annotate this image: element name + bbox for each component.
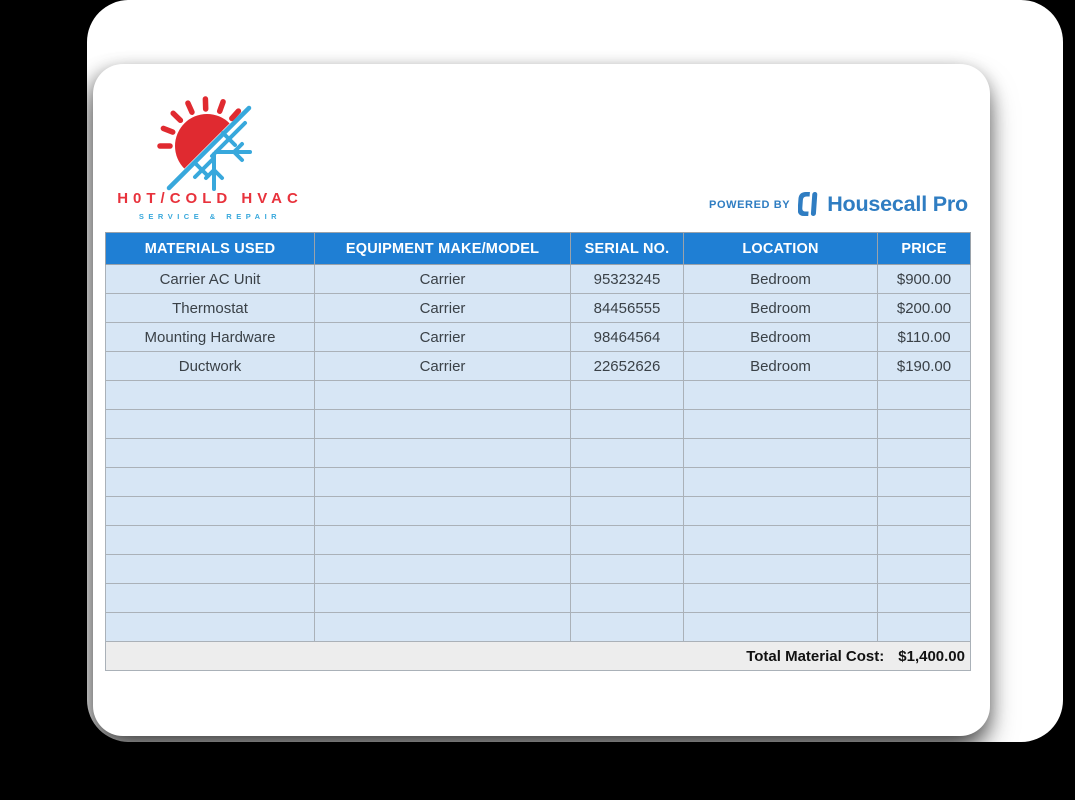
table-row bbox=[106, 352, 971, 381]
materials-table-wrap bbox=[105, 232, 970, 671]
table-cell: 84456555 bbox=[571, 294, 684, 323]
empty-cell bbox=[684, 410, 878, 439]
empty-cell bbox=[571, 555, 684, 584]
empty-cell bbox=[684, 613, 878, 642]
table-row bbox=[106, 323, 971, 352]
empty-cell bbox=[684, 468, 878, 497]
empty-cell bbox=[684, 584, 878, 613]
empty-cell bbox=[684, 526, 878, 555]
table-cell: Carrier AC Unit bbox=[106, 265, 315, 294]
empty-cell bbox=[878, 497, 971, 526]
empty-row bbox=[106, 381, 971, 410]
empty-row bbox=[106, 468, 971, 497]
column-header: EQUIPMENT MAKE/MODEL bbox=[315, 233, 571, 265]
empty-cell bbox=[106, 613, 315, 642]
empty-cell bbox=[878, 613, 971, 642]
table-cell: 98464564 bbox=[571, 323, 684, 352]
empty-cell bbox=[315, 555, 571, 584]
empty-cell bbox=[106, 439, 315, 468]
empty-cell bbox=[315, 410, 571, 439]
empty-cell bbox=[315, 439, 571, 468]
empty-cell bbox=[315, 381, 571, 410]
empty-cell bbox=[878, 584, 971, 613]
empty-cell bbox=[878, 410, 971, 439]
table-cell: Thermostat bbox=[106, 294, 315, 323]
housecallpro-icon bbox=[798, 191, 819, 217]
powered-by-label: POWERED BY bbox=[709, 199, 791, 211]
empty-cell bbox=[571, 410, 684, 439]
document-card bbox=[93, 64, 990, 736]
empty-cell bbox=[878, 526, 971, 555]
logo-title: H0T/COLD HVAC bbox=[117, 190, 303, 207]
column-header: PRICE bbox=[878, 233, 971, 265]
table-cell: $110.00 bbox=[878, 323, 971, 352]
empty-row bbox=[106, 439, 971, 468]
table-cell: Carrier bbox=[315, 265, 571, 294]
table-header-row bbox=[106, 233, 971, 265]
empty-cell bbox=[106, 410, 315, 439]
table-cell: $200.00 bbox=[878, 294, 971, 323]
table-cell: $900.00 bbox=[878, 265, 971, 294]
table-cell: Bedroom bbox=[684, 294, 878, 323]
table-cell: $190.00 bbox=[878, 352, 971, 381]
empty-cell bbox=[571, 526, 684, 555]
materials-table bbox=[105, 232, 971, 671]
empty-cell bbox=[315, 468, 571, 497]
empty-cell bbox=[878, 555, 971, 584]
table-row bbox=[106, 265, 971, 294]
table-cell: Bedroom bbox=[684, 352, 878, 381]
table-cell: Bedroom bbox=[684, 323, 878, 352]
empty-cell bbox=[571, 584, 684, 613]
table-cell: 22652626 bbox=[571, 352, 684, 381]
empty-cell bbox=[106, 555, 315, 584]
table-cell: Carrier bbox=[315, 294, 571, 323]
empty-cell bbox=[571, 381, 684, 410]
empty-cell bbox=[684, 497, 878, 526]
empty-row bbox=[106, 410, 971, 439]
empty-cell bbox=[684, 439, 878, 468]
column-header: SERIAL NO. bbox=[571, 233, 684, 265]
empty-cell bbox=[571, 613, 684, 642]
empty-cell bbox=[571, 497, 684, 526]
empty-cell bbox=[106, 381, 315, 410]
column-header: MATERIALS USED bbox=[106, 233, 315, 265]
table-row bbox=[106, 294, 971, 323]
empty-row bbox=[106, 555, 971, 584]
housecallpro-wordmark[interactable]: Housecall Pro bbox=[827, 191, 968, 216]
empty-cell bbox=[315, 497, 571, 526]
empty-cell bbox=[315, 526, 571, 555]
table-cell: Mounting Hardware bbox=[106, 323, 315, 352]
total-row bbox=[106, 642, 971, 671]
total-value: $1,400.00 bbox=[898, 647, 965, 665]
empty-cell bbox=[571, 468, 684, 497]
logo-subtitle: SERVICE & REPAIR bbox=[138, 212, 282, 221]
empty-row bbox=[106, 497, 971, 526]
table-cell: Carrier bbox=[315, 352, 571, 381]
empty-cell bbox=[106, 584, 315, 613]
powered-by-group bbox=[709, 188, 968, 220]
table-cell: Carrier bbox=[315, 323, 571, 352]
table-cell: Ductwork bbox=[106, 352, 315, 381]
column-header: LOCATION bbox=[684, 233, 878, 265]
empty-row bbox=[106, 526, 971, 555]
empty-cell bbox=[106, 497, 315, 526]
total-label: Total Material Cost: bbox=[746, 647, 885, 665]
empty-cell bbox=[315, 584, 571, 613]
empty-cell bbox=[684, 381, 878, 410]
table-cell: Bedroom bbox=[684, 265, 878, 294]
empty-cell bbox=[106, 526, 315, 555]
empty-row bbox=[106, 584, 971, 613]
empty-cell bbox=[315, 613, 571, 642]
empty-cell bbox=[684, 555, 878, 584]
empty-cell bbox=[106, 468, 315, 497]
empty-cell bbox=[878, 381, 971, 410]
empty-cell bbox=[878, 439, 971, 468]
table-cell: 95323245 bbox=[571, 265, 684, 294]
table-body bbox=[106, 265, 971, 671]
empty-cell bbox=[571, 439, 684, 468]
hot-cold-hvac-logo-icon bbox=[157, 96, 257, 196]
empty-cell bbox=[878, 468, 971, 497]
empty-row bbox=[106, 613, 971, 642]
